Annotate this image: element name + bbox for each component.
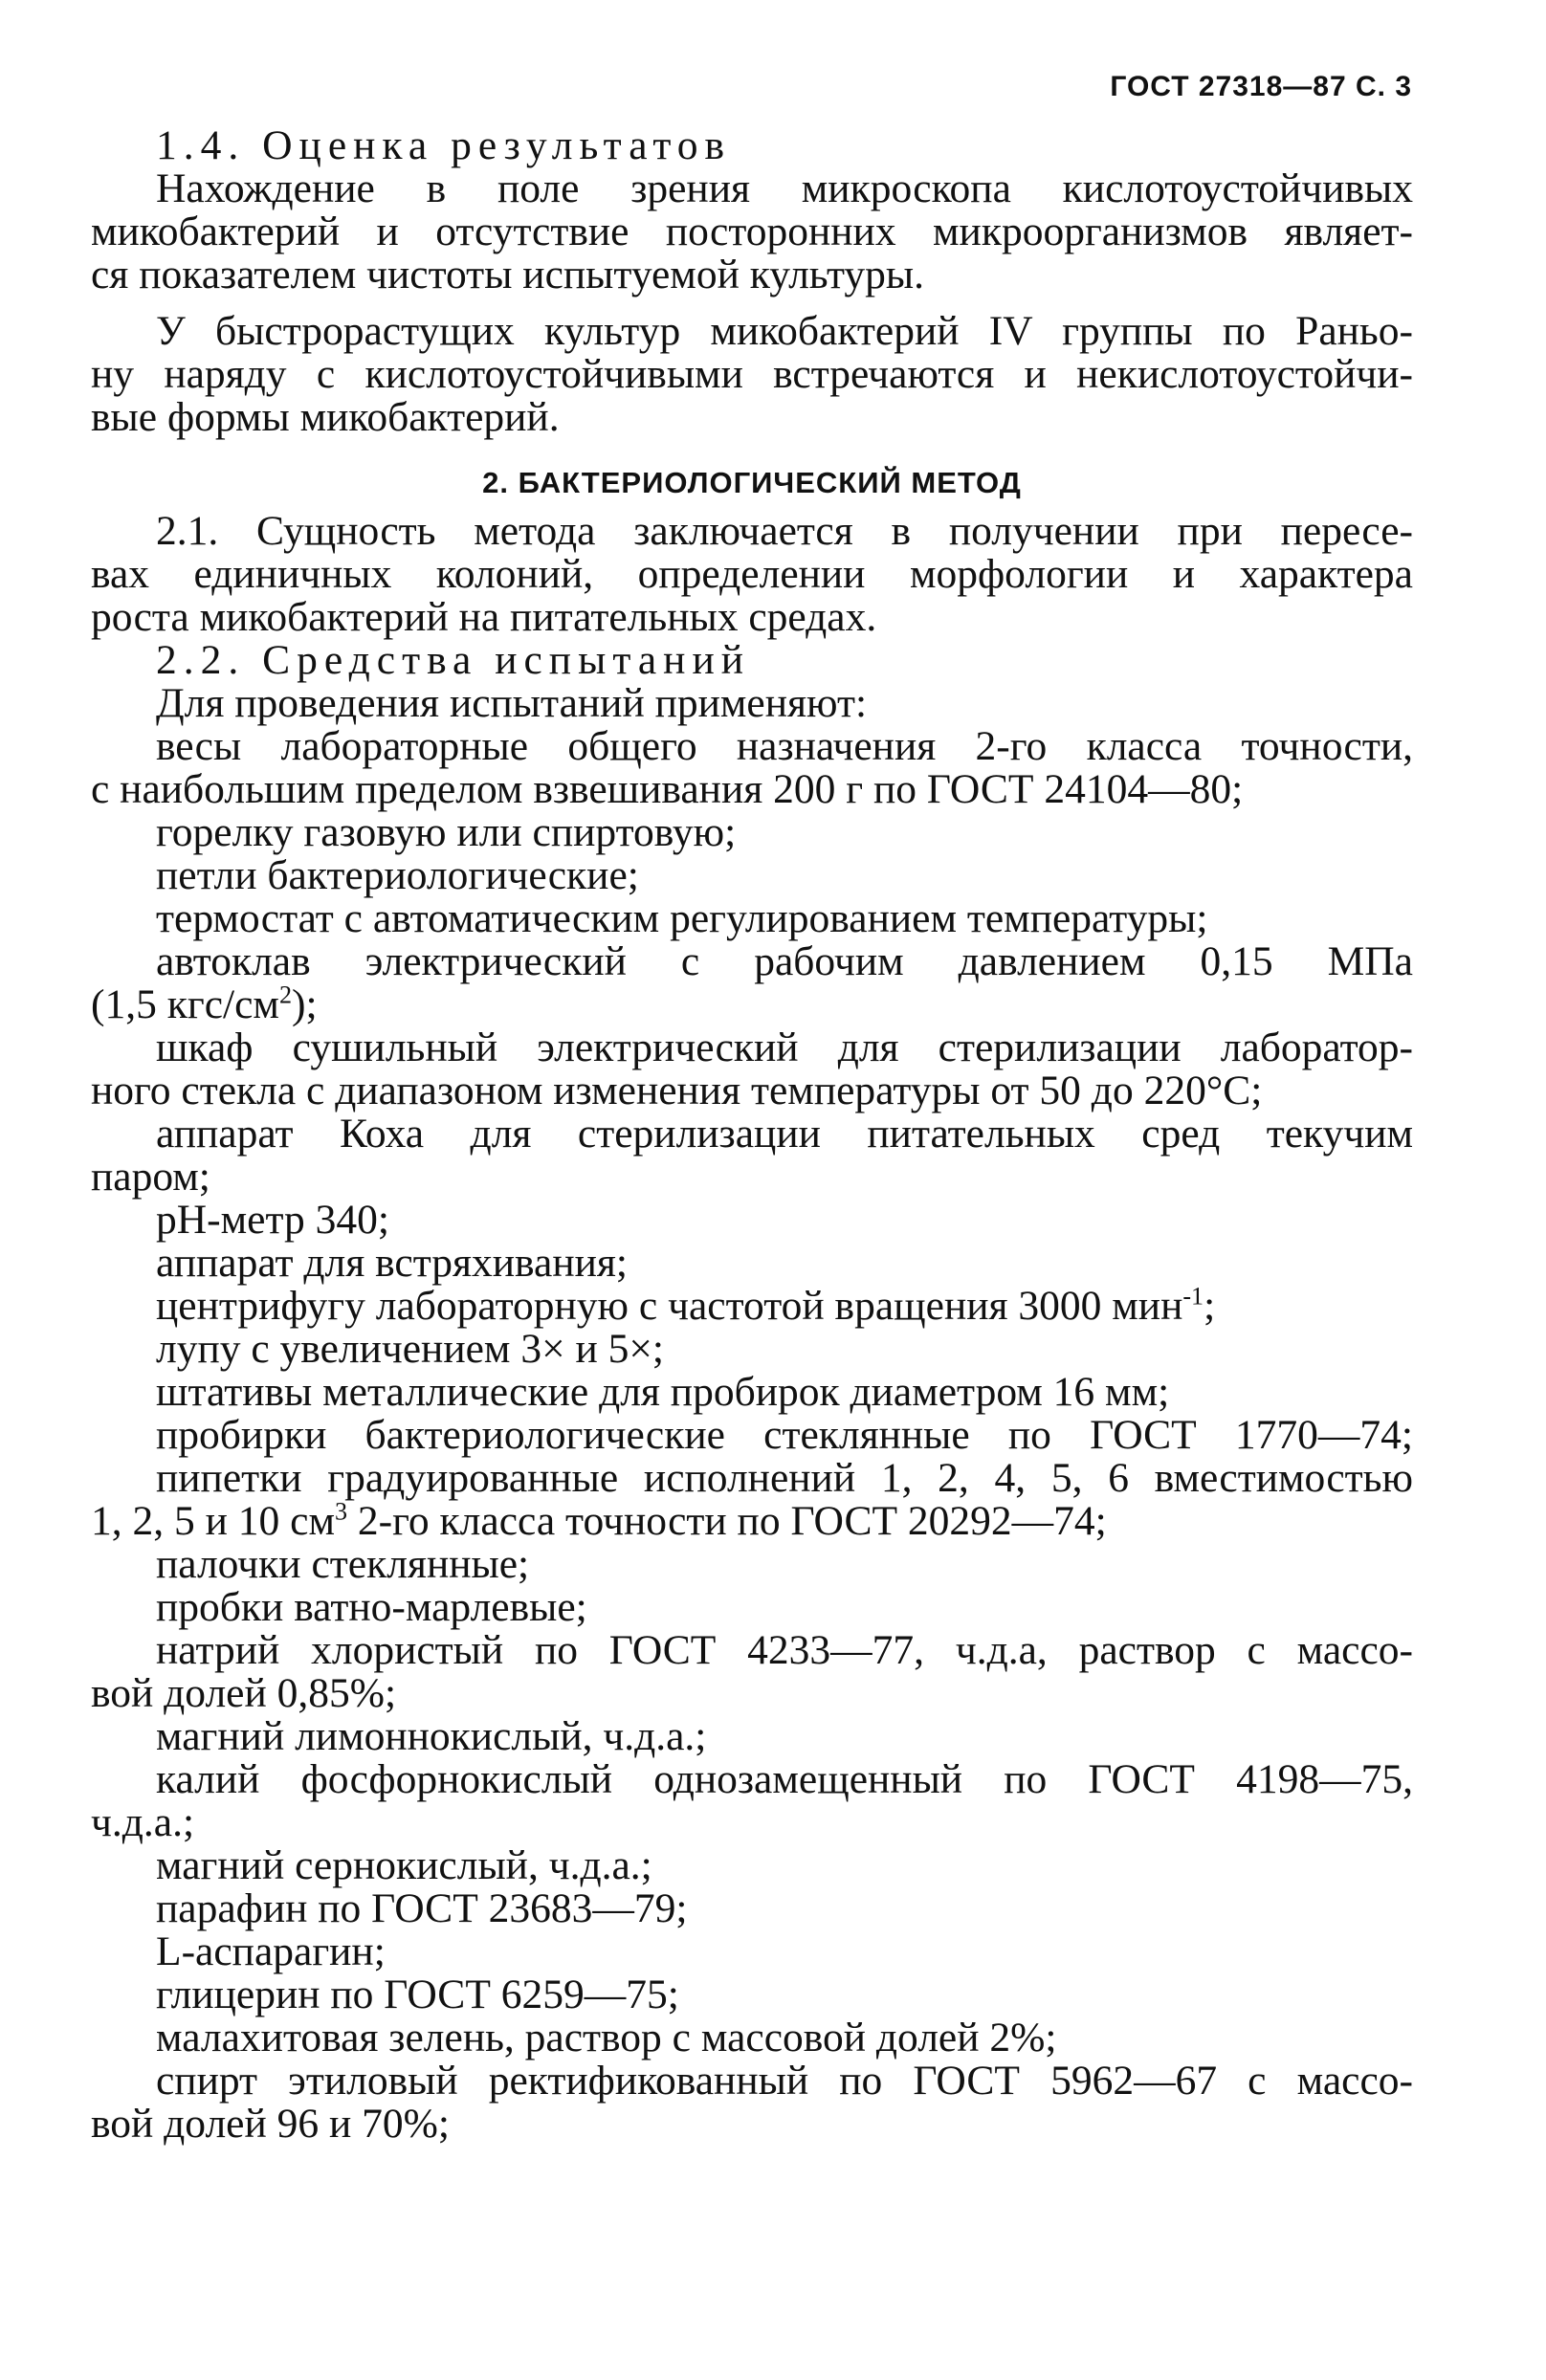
paragraph-line: роста микобактерий на питательных средах. <box>91 594 877 640</box>
list-item: магний лимоннокислый, ч.д.а.; <box>156 1713 707 1759</box>
document-body <box>91 124 1413 2146</box>
list-item: горелку газовую или спиртовую; <box>156 809 737 855</box>
list-item-continuation: вой долей 0,85%; <box>91 1670 397 1716</box>
list-item: L-аспарагин; <box>156 1928 386 1974</box>
superscript: 2 <box>278 981 292 1009</box>
paragraph-line: вые формы микобактерий. <box>91 394 560 440</box>
list-item: натрий хлористый по ГОСТ 4233—77, ч.д.а, раствор с массо- <box>156 1627 1413 1673</box>
list-item-continuation <box>91 1497 1413 1544</box>
list-item: глицерин по ГОСТ 6259—75; <box>156 1972 679 2017</box>
list-item <box>91 1282 1413 1329</box>
superscript: 3 <box>335 1497 348 1526</box>
text-run: (1,5 кгс/см <box>91 981 279 1027</box>
list-item: термостат с автоматическим регулированием температуры; <box>156 895 1208 941</box>
list-item-continuation <box>91 983 1413 1026</box>
list-item: палочки стеклянные; <box>156 1541 530 1587</box>
list-item: рН-метр 340; <box>156 1197 389 1243</box>
paragraph-line: Нахождение в поле зрения микроскопа кислотоустойчивых <box>156 165 1413 211</box>
list-item-continuation: ч.д.а.; <box>91 1799 195 1845</box>
list-item: весы лабораторные общего назначения 2-го класса точности, <box>156 723 1413 769</box>
list-item: пробирки бактериологические стеклянные по ГОСТ 1770—74; <box>156 1412 1413 1458</box>
list-intro: Для проведения испытаний применяют: <box>156 680 868 726</box>
list-item: магний сернокислый, ч.д.а.; <box>156 1842 652 1888</box>
paragraph-line: У быстрорастущих культур микобактерий IV группы по Раньо- <box>156 308 1413 354</box>
list-item: петли бактериологические; <box>156 852 639 898</box>
list-item: пробки ватно-марлевые; <box>156 1584 587 1630</box>
list-item-continuation: ного стекла с диапазоном изменения температуры от 50 до 220°С; <box>91 1068 1263 1113</box>
paragraph-line: ну наряду с кислотоустойчивыми встречаются и некислотоустойчи- <box>91 351 1413 397</box>
paragraph-line: 2.1. Сущность метода заключается в получении при пересе- <box>156 508 1413 554</box>
text-run: центрифугу лабораторную с частотой вращения 3000 мин <box>156 1283 1183 1329</box>
list-item: шкаф сушильный электрический для стерилизации лаборатор- <box>156 1025 1413 1070</box>
list-item: малахитовая зелень, раствор с массовой долей 2%; <box>156 2015 1057 2060</box>
section-2-2-heading: 2.2. Средства испытаний <box>156 637 750 683</box>
list-item: аппарат для встряхивания; <box>156 1240 628 1286</box>
text-run: 2-го класса точности по ГОСТ 20292—74; <box>347 1498 1107 1544</box>
list-item: автоклав электрический с рабочим давлением 0,15 МПа <box>156 938 1413 984</box>
superscript: -1 <box>1182 1282 1204 1311</box>
list-item: пипетки градуированные исполнений 1, 2, 4, 5, 6 вместимостью <box>156 1455 1413 1501</box>
text-run: ); <box>292 981 318 1027</box>
section-1-4-heading: 1.4. Оценка результатов <box>156 122 732 168</box>
list-item: спирт этиловый ректификованный по ГОСТ 5962—67 с массо- <box>156 2058 1413 2104</box>
paragraph-line: ся показателем чистоты испытуемой культуры. <box>91 252 925 298</box>
list-item-continuation: с наибольшим пределом взвешивания 200 г по ГОСТ 24104—80; <box>91 766 1244 812</box>
page-header: ГОСТ 27318—87 С. 3 <box>1110 71 1412 102</box>
list-item-continuation: паром; <box>91 1154 210 1200</box>
paragraph-line: микобактерий и отсутствие посторонних микроорганизмов являет- <box>91 209 1413 254</box>
list-item: калий фосфорнокислый однозамещенный по ГОСТ 4198—75, <box>156 1756 1413 1802</box>
list-item-continuation: вой долей 96 и 70%; <box>91 2101 450 2147</box>
list-item: штативы металлические для пробирок диаметром 16 мм; <box>156 1369 1170 1415</box>
list-item: парафин по ГОСТ 23683—79; <box>156 1885 688 1931</box>
list-item: лупу с увеличением 3× и 5×; <box>156 1326 665 1372</box>
text-run: 1, 2, 5 и 10 см <box>91 1498 335 1544</box>
list-item: аппарат Коха для стерилизации питательных сред текучим <box>156 1111 1413 1157</box>
section-2-title: 2. БАКТЕРИОЛОГИЧЕСКИЙ МЕТОД <box>482 466 1022 499</box>
text-run: ; <box>1204 1283 1216 1329</box>
paragraph-line: вах единичных колоний, определении морфологии и характера <box>91 551 1413 597</box>
